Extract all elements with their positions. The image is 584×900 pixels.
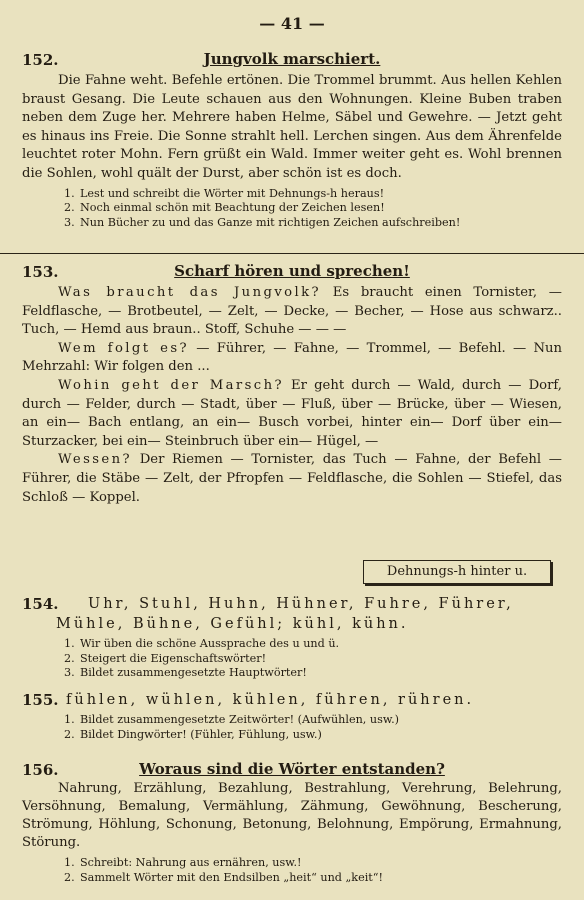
exercise-title: Woraus sind die Wörter entstanden?	[139, 760, 445, 778]
exercise-155	[22, 690, 562, 742]
task-item: 1. Lest und schreibt die Wörter mit Dehnungs-h heraus!	[64, 186, 385, 200]
task-item: 2. Steigert die Eigenschaftswörter!	[64, 651, 267, 665]
question: Wohin geht der Marsch?	[58, 377, 284, 393]
exercise-number: 156.	[22, 761, 59, 779]
word-line: Mühle, Bühne, Gefühl; kühl, kühn.	[56, 616, 409, 632]
question: Was braucht das Jungvolk?	[58, 285, 321, 300]
exercise-number: 154.	[22, 595, 59, 613]
exercise-number: 152.	[22, 51, 59, 69]
rule-box-label: Dehnungs-h hinter u.	[363, 560, 551, 584]
paragraph: Wessen? Der Riemen — Tornister, das Tuch — Fahne, der Befehl — Führer, die Stäbe — Zelt, der Pfropfen — Feldflasche, die Sohlen — Stiefel, das Schloß — Koppel.	[22, 452, 562, 505]
paragraph: Wem folgt es? — Führer, — Fahne, — Trommel, — Befehl. — Nun Mehrzahl: Wir folgen den ...	[22, 340, 563, 375]
paragraph: Wohin geht der Marsch? Er geht durch — Wald, durch — Dorf, durch — Felder, durch — Stadt, über — Fluß, über — Brücke, über — Wiesen, an ein— Bach entlang, an ein— Busch vorbei, hinter ein— Dorf über ein— Sturzacker, bei ein— Steinbruch über ein— Hügel, —	[22, 377, 562, 449]
task-list	[22, 713, 562, 742]
exercise-number: 155.	[22, 691, 59, 709]
task-item: 1. Schreibt: Nahrung aus ernähren, usw.!	[64, 856, 302, 869]
paragraph: Was braucht das Jungvolk? Es braucht einen Tornister, — Feldflasche, — Brotbeutel, — Zelt, — Decke, — Becher, — Hose aus schwarz.. Tuch, — Hemd aus braun.. Stoff, Schuhe — — —	[22, 285, 562, 338]
section-divider	[0, 253, 584, 254]
task-item: 1. Bildet zusammengesetzte Zeitwörter! (Aufwühlen, usw.)	[64, 713, 400, 726]
task-item: 2. Sammelt Wörter mit den Endsilben „heit“ und „keit“!	[64, 870, 383, 884]
task-list	[22, 637, 562, 681]
exercise-154	[22, 594, 562, 681]
exercise-text: Die Fahne weht. Befehle ertönen. Die Trommel brummt. Aus hellen Kehlen braust Gesang. Die Leute schauen aus den Wohnungen. Kleine Buben traben neben dem Zuge her. Mehrere haben Helme, Säbel und Gewehre. — Jetzt geht es hinaus ins Freie. Die Sonne strahlt hell. Lerchen singen. Aus dem Ährenfelde leuchtet roter Mohn. Fern grüßt ein Wald. Immer weiter geht es. Wohl brennen die Sohlen, wohl quält der Durst, aber schön ist es doch.	[22, 73, 562, 181]
task-item: 1. Wir üben die schöne Aussprache des u und ü.	[64, 637, 340, 650]
exercise-156	[22, 760, 562, 885]
question: Wessen?	[58, 452, 132, 468]
task-item: 3. Nun Bücher zu und das Ganze mit richtigen Zeichen aufschreiben!	[64, 215, 461, 229]
word-line: Uhr, Stuhl, Huhn, Hühner, Fuhre, Führer,	[88, 596, 514, 612]
task-item: 2. Noch einmal schön mit Beachtung der Zeichen lesen!	[64, 201, 385, 215]
exercise-number: 153.	[22, 263, 59, 281]
exercise-title: Scharf hören und sprechen!	[174, 262, 410, 280]
exercise-text: Nahrung, Erzählung, Bezahlung, Bestrahlung, Verehrung, Belehrung, Versöhnung, Bemalung, Vermählung, Zähmung, Gewöhnung, Bescherung, Strömung, Höhlung, Schonung, Betonung, Belohnung, Empörung, Ermahnung, Störung.	[22, 781, 562, 850]
page-number: — 41 —	[259, 14, 325, 33]
question: Wem folgt es?	[58, 340, 189, 356]
task-item: 3. Bildet zusammengesetzte Hauptwörter!	[64, 666, 307, 680]
exercise-title: Jungvolk marschiert.	[203, 50, 381, 68]
task-list	[22, 187, 562, 231]
task-item: 2. Bildet Dingwörter! (Fühler, Fühlung, usw.)	[64, 727, 322, 741]
exercise-153	[22, 262, 562, 507]
word-line: fühlen, wühlen, kühlen, führen, rühren.	[66, 692, 475, 708]
exercise-152	[22, 50, 562, 230]
task-list	[22, 856, 562, 885]
